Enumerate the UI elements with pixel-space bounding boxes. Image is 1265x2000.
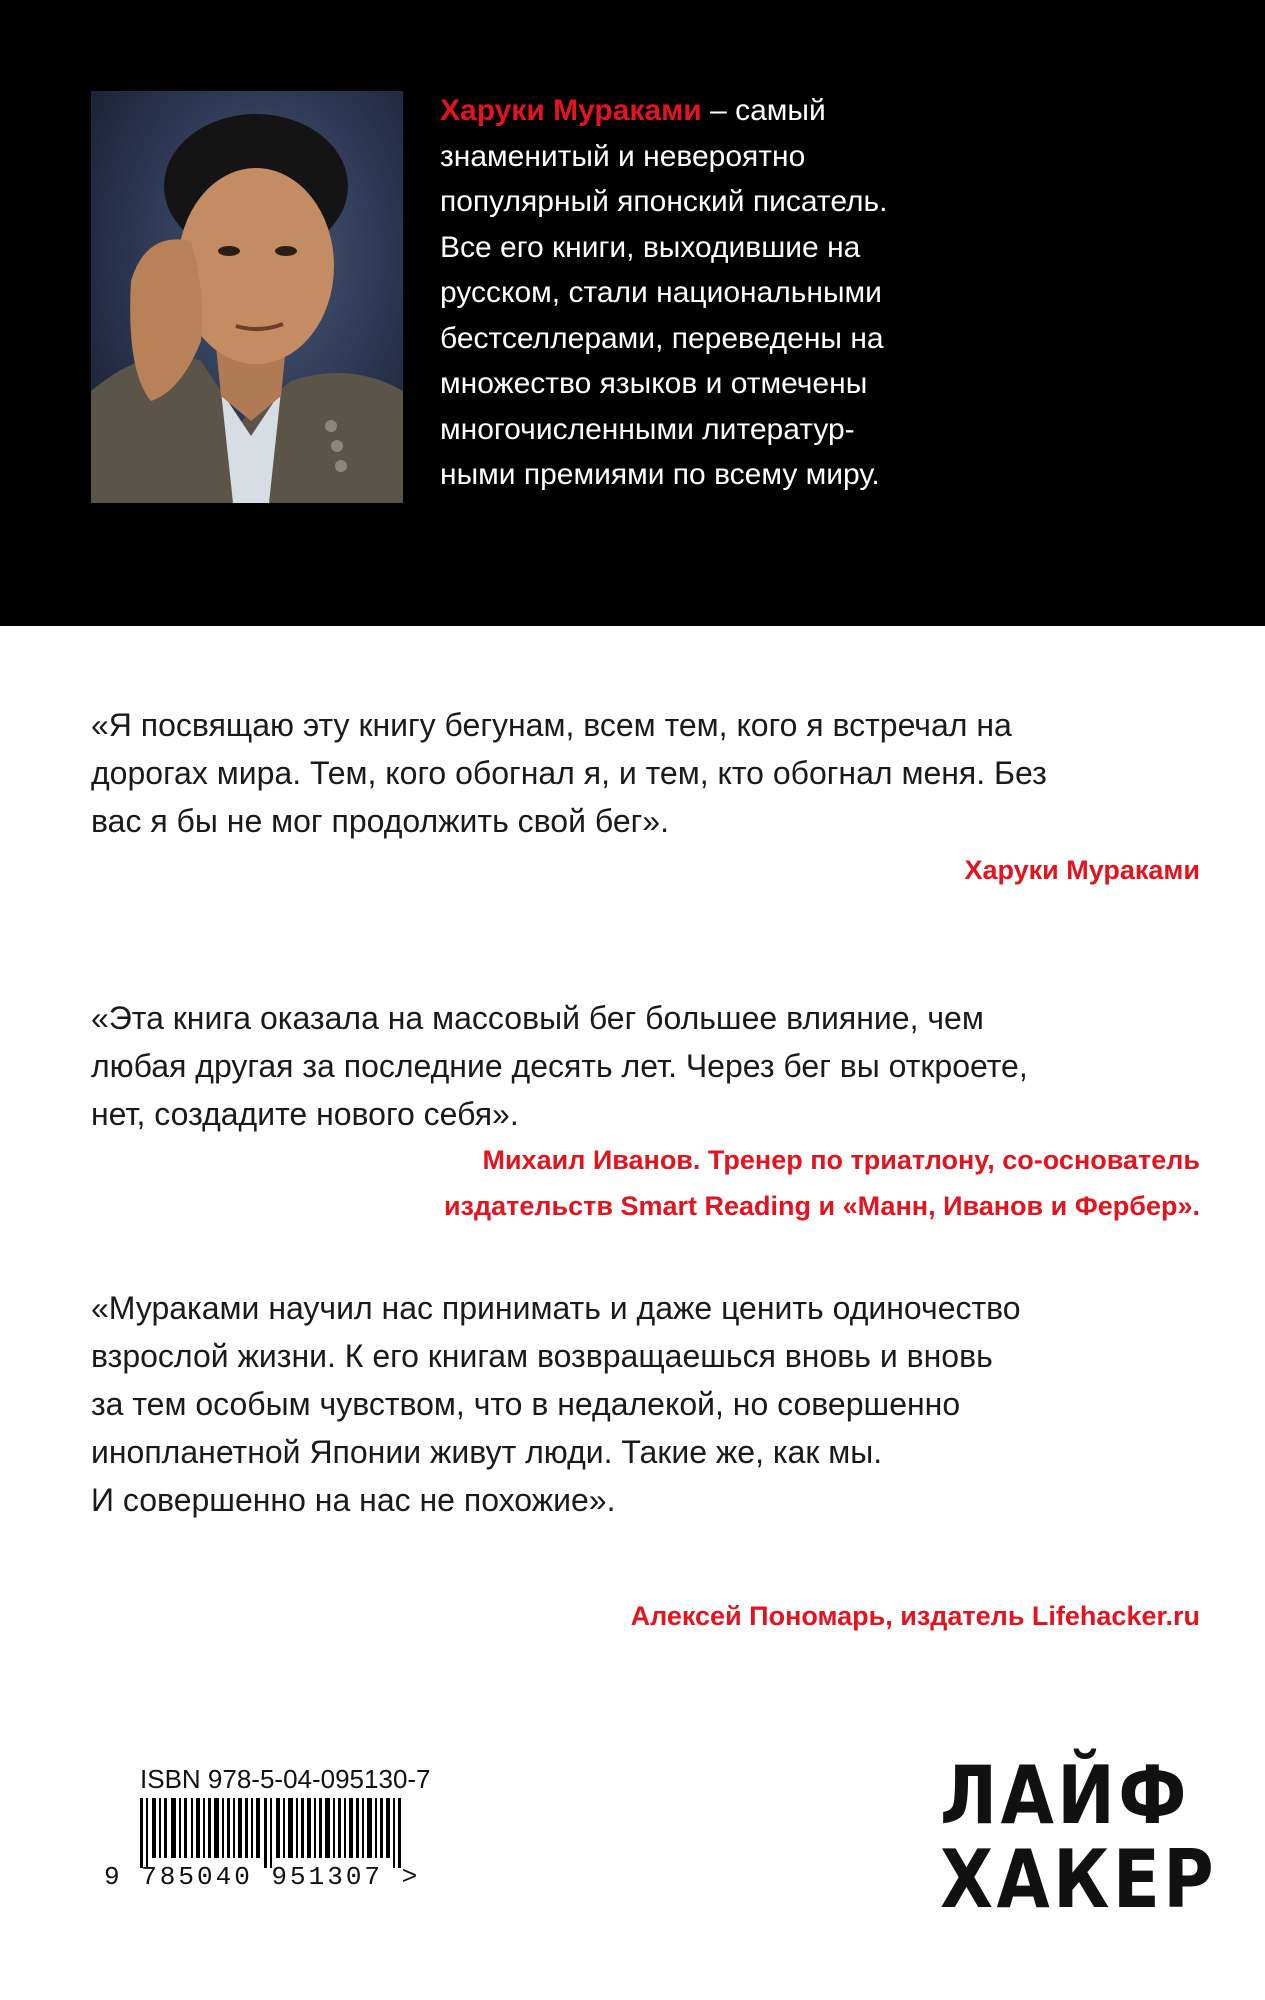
quote-murakami xyxy=(91,701,1211,845)
logo-line-1: ЛАЙФ xyxy=(940,1749,1190,1842)
quote-line: нет, создадите нового себя». xyxy=(91,1096,519,1132)
bio-line: многочисленными литератур- xyxy=(440,412,855,446)
quote-line: «Мураками научил нас принимать и даже ценить одиночество xyxy=(91,1290,1021,1326)
author-bio xyxy=(440,88,940,498)
quote-line: И совершенно на нас не похожие». xyxy=(91,1482,616,1518)
quote-line: взрослой жизни. К его книгам возвращаешься вновь и вновь xyxy=(91,1338,993,1374)
author-portrait-image xyxy=(91,91,403,503)
attribution-line: Харуки Мураками xyxy=(964,855,1200,885)
attribution-line: издательств Smart Reading и «Манн, Иванов и Фербер». xyxy=(443,1191,1200,1221)
bio-line: знаменитый и невероятно xyxy=(440,139,806,173)
bio-line: популярный японский писатель. xyxy=(440,185,888,218)
attribution-line: Михаил Иванов. Тренер по триатлону, со-основатель xyxy=(482,1145,1200,1175)
isbn-label: ISBN 978-5-04-095130-7 xyxy=(140,1764,431,1794)
barcode-icon xyxy=(104,1798,474,1868)
quote-line: за тем особым чувством, что в недалекой, но совершенно xyxy=(91,1386,961,1422)
logo-line-2: ХАКЕР xyxy=(940,1833,1218,1926)
quote-attribution xyxy=(444,1137,1200,1229)
quote-line: вас я бы не мог продолжить свой бег». xyxy=(91,803,669,839)
author-photo xyxy=(91,91,403,503)
bio-line-text: – самый xyxy=(701,94,826,127)
author-name: Харуки Мураками xyxy=(440,94,702,127)
attribution-line: Алексей Пономарь, издатель Lifehacker.ru xyxy=(630,1601,1200,1631)
bio-line: множество языков и отмечены xyxy=(440,367,868,400)
bio-line: Все его книги, выходившие на xyxy=(440,230,861,264)
barcode-digits: 9 785040 951307 > xyxy=(104,1862,421,1892)
quote-line: «Эта книга оказала на массовый бег большее влияние, чем xyxy=(91,1000,984,1036)
bio-line xyxy=(440,88,940,134)
quote-line: инопланетной Японии живут люди. Такие же, как мы. xyxy=(91,1434,883,1470)
quote-line: дорогах мира. Тем, кого обогнал я, и тем, кто обогнал меня. Без xyxy=(91,755,1047,791)
quote-attribution xyxy=(964,847,1200,893)
quote-ivanov xyxy=(91,994,1211,1138)
bio-line: русском, стали национальными xyxy=(440,276,882,309)
bio-line: ными премиями по всему миру. xyxy=(440,458,880,491)
quote-attribution xyxy=(631,1593,1200,1639)
quote-line: «Я посвящаю эту книгу бегунам, всем тем, кого я встречал на xyxy=(91,707,1012,743)
bio-line: бестселлерами, переведены на xyxy=(440,321,884,355)
quote-ponomar xyxy=(91,1284,1211,1524)
isbn-barcode xyxy=(104,1764,474,1914)
quote-line: любая другая за последние десять лет. Через бег вы откроете, xyxy=(91,1048,1028,1084)
publisher-logo xyxy=(940,1749,1218,1926)
